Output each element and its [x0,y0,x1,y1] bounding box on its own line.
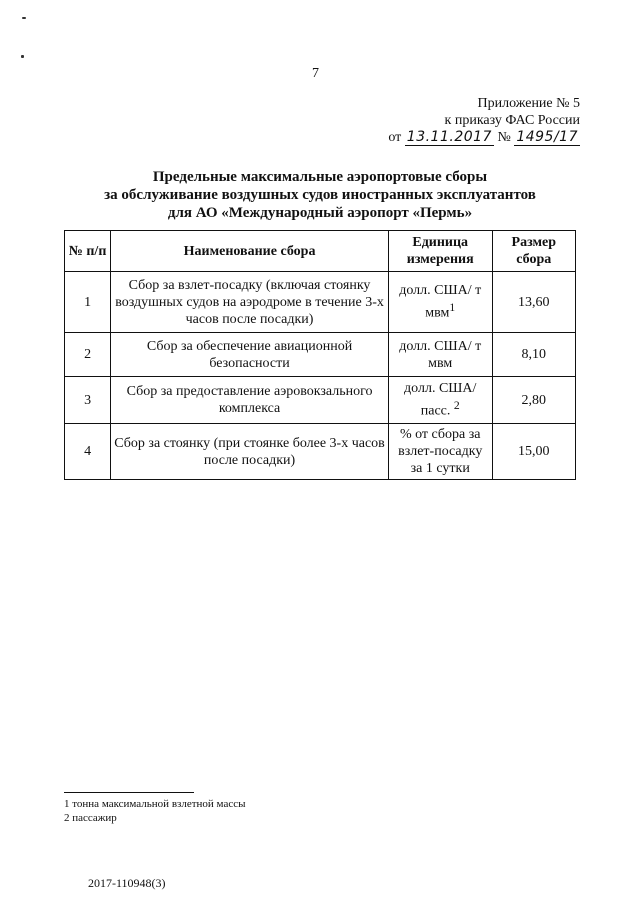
row-amount: 2,80 [492,377,575,424]
title-line-1: Предельные максимальные аэропортовые сборы [152,169,488,185]
header-unit: Единица измерения [388,231,492,272]
document-title [60,168,580,222]
row-amount: 15,00 [492,424,575,480]
row-name: Сбор за предоставление аэровокзального комплекса [111,377,389,424]
row-num: 2 [65,333,111,377]
appendix-date-line [340,129,580,146]
footnote-1: 1 тонна максимальной взлетной массы [64,798,246,810]
footnote-ref: 1 [449,301,456,315]
scan-speck [22,17,26,19]
row-unit [388,377,492,424]
row-name: Сбор за взлет-посадку (включая стоянку воздушных судов на аэродроме в течение 3-х часов после посадки) [111,272,389,333]
row-num: 3 [65,377,111,424]
row-name: Сбор за обеспечение авиационной безопасности [111,333,389,377]
page-number: 7 [312,66,319,81]
row-unit-text: долл. США/ пасс. [404,381,477,419]
footnote-ref: 2 [453,399,460,413]
footnote-2: 2 пассажир [64,812,117,824]
header-name: Наименование сбора [111,231,389,272]
footnotes [64,797,245,825]
row-name: Сбор за стоянку (при стоянке более 3-х часов после посадки) [111,424,389,480]
appendix-order: к приказу ФАС России [444,113,580,128]
date-prefix: от [388,130,402,145]
appendix-title: Приложение № 5 [477,96,580,111]
appendix-header [340,95,580,146]
footnote-separator [64,792,194,793]
document-id: 2017-110948(3) [88,876,166,890]
header-amount: Размер сбора [492,231,575,272]
row-unit: долл. США/ т мвм [388,333,492,377]
order-date: 13.11.2017 [406,129,492,145]
table-header-row [65,231,576,272]
fees-table [64,230,576,480]
order-number: 1495/17 [516,129,578,145]
title-line-3: для АО «Международный аэропорт «Пермь» [167,205,473,221]
number-prefix: № [497,130,511,145]
row-num: 1 [65,272,111,333]
table-row [65,377,576,424]
row-unit: % от сбора за взлет-посадку за 1 сутки [388,424,492,480]
row-num: 4 [65,424,111,480]
header-num: № п/п [65,231,111,272]
scan-speck [21,55,24,58]
row-amount: 13,60 [492,272,575,333]
row-amount: 8,10 [492,333,575,377]
table-row [65,424,576,480]
title-line-2: за обслуживание воздушных судов иностранных эксплуатантов [104,187,536,203]
table-row [65,333,576,377]
row-unit [388,272,492,333]
row-unit-text: долл. США/ т мвм [399,283,482,321]
table-row [65,272,576,333]
